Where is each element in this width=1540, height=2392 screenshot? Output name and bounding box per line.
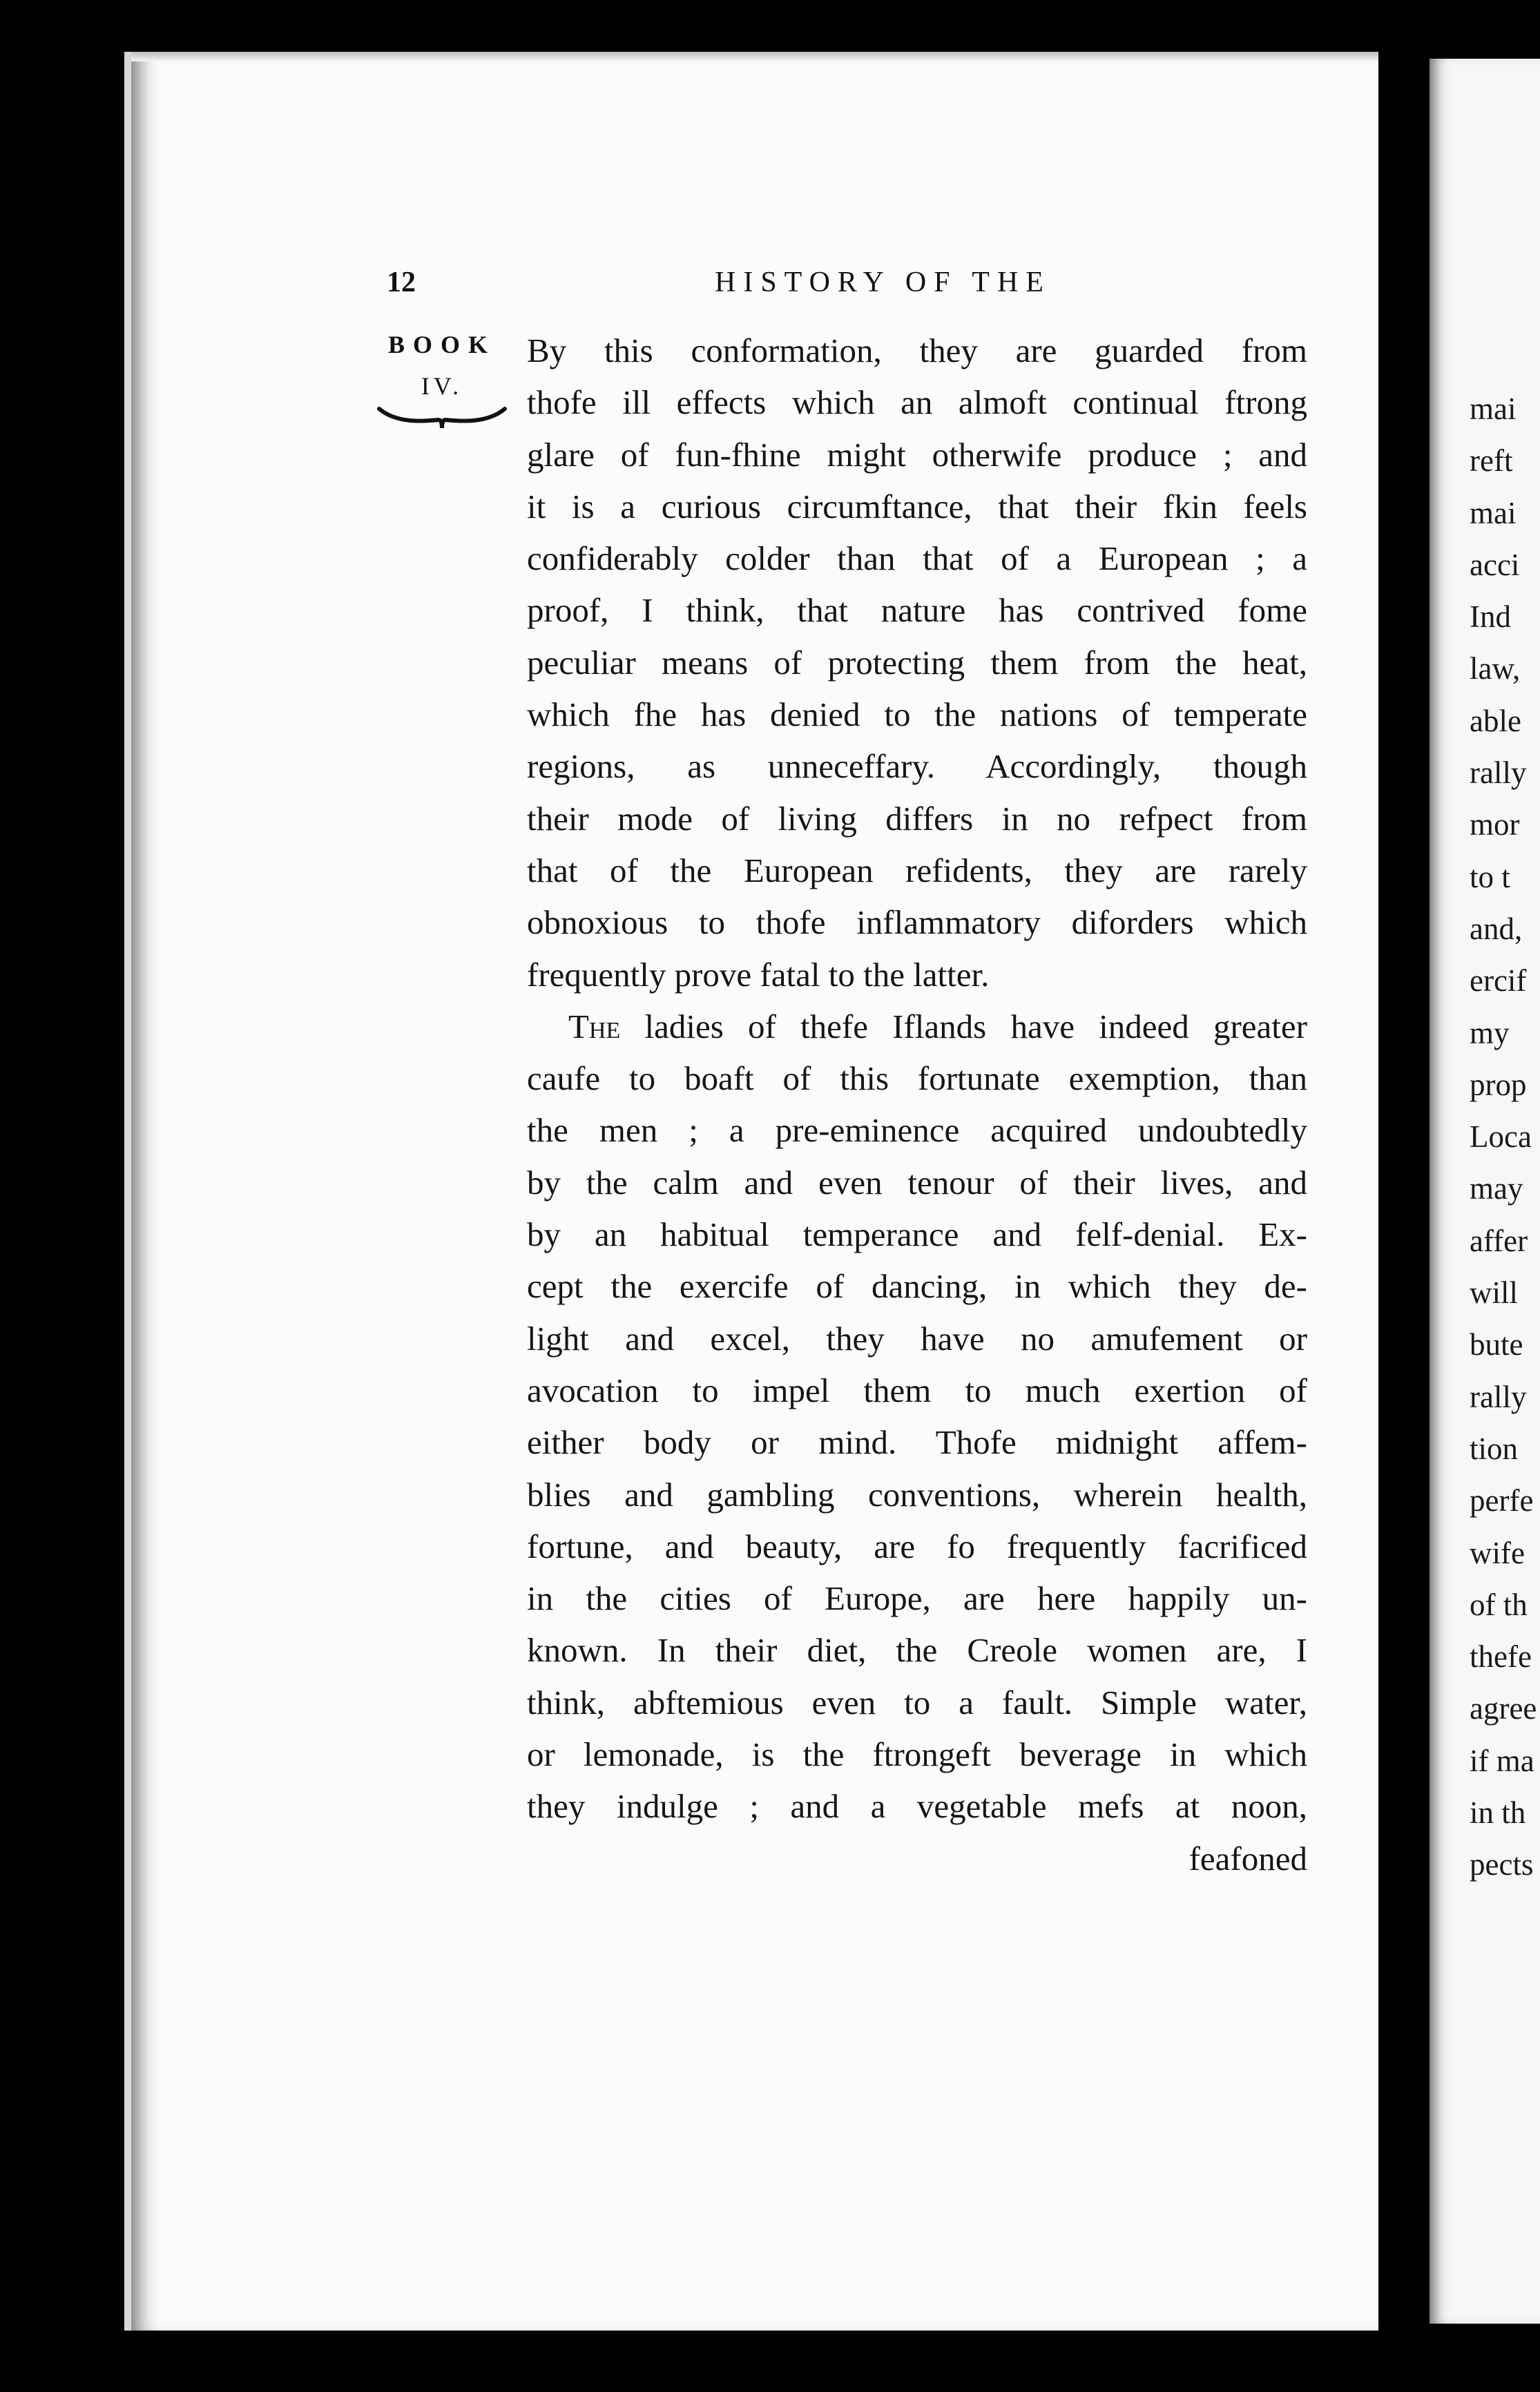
facing-text-fragment: may xyxy=(1470,1171,1523,1206)
text-line: regions, as unneceffary. Accordingly, though xyxy=(527,747,1307,786)
running-head xyxy=(387,266,1326,307)
text-line: avocation to impel them to much exertion of xyxy=(527,1371,1307,1409)
text-line: the men ; a pre-eminence acquired undoubtedly xyxy=(527,1111,1307,1150)
text-line: by the calm and even tenour of their lives, and xyxy=(527,1163,1307,1202)
curly-brace-icon xyxy=(376,403,508,431)
text-line: known. In their diet, the Creole women are, I xyxy=(527,1631,1307,1670)
facing-text-fragment: thefe xyxy=(1470,1639,1532,1675)
text-line: cept the exercife of dancing, in which they de- xyxy=(527,1267,1307,1306)
text-line: by an habitual temperance and felf-denial. Ex- xyxy=(527,1215,1307,1254)
facing-text-fragment: mai xyxy=(1470,392,1517,426)
text-line: or lemonade, is the ftrongeft beverage in which xyxy=(527,1735,1307,1774)
text-line: their mode of living differs in no refpect from xyxy=(527,799,1307,838)
text-line xyxy=(527,1001,1307,1052)
text-line: thofe ill effects which an almoft continual ftrong xyxy=(527,383,1307,422)
facing-text-fragment: Ind xyxy=(1470,599,1511,635)
facing-text-fragment: able xyxy=(1470,703,1521,738)
facing-text-fragment: rally xyxy=(1470,755,1527,791)
text-line: By this conformation, they are guarded from xyxy=(527,331,1307,369)
text-line: fortune, and beauty, are fo frequently facrificed xyxy=(527,1527,1307,1565)
text-line: glare of fun-fhine might otherwife produce ; and xyxy=(527,435,1307,474)
book-margin-note xyxy=(373,330,511,431)
facing-text-fragment: acci xyxy=(1470,547,1520,582)
text-line: caufe to boaft of this fortunate exemption, than xyxy=(527,1059,1307,1098)
text-line: think, abftemious even to a fault. Simple water, xyxy=(527,1683,1307,1721)
facing-text-fragment: mor xyxy=(1470,807,1520,842)
facing-text-fragment: and, xyxy=(1470,911,1523,946)
text-line: frequently prove fatal to the latter. xyxy=(527,955,990,994)
facing-text-fragment: rally xyxy=(1470,1379,1527,1414)
facing-text-fragment: of th xyxy=(1470,1587,1528,1622)
book-gutter xyxy=(1378,52,1430,2337)
facing-page-text xyxy=(1470,383,1537,1891)
facing-text-fragment: bute xyxy=(1470,1327,1523,1362)
paragraph-first-line-rest: ladies of thefe Iflands have indeed greater xyxy=(620,1007,1307,1045)
page-number: 12 xyxy=(387,267,416,298)
text-line: either body or mind. Thofe midnight affem- xyxy=(527,1423,1307,1462)
facing-text-fragment: perfe xyxy=(1470,1483,1534,1518)
text-line: they indulge ; and a vegetable mefs at noon, xyxy=(527,1787,1307,1826)
facing-text-fragment: prop xyxy=(1470,1067,1527,1102)
text-line: proof, I think, that nature has contrived fome xyxy=(527,591,1307,630)
facing-text-fragment: will xyxy=(1470,1275,1519,1311)
book-label: BOOK xyxy=(387,331,497,358)
page-edge xyxy=(131,52,1402,61)
facing-text-fragment: my xyxy=(1470,1015,1510,1050)
text-line: it is a curious circumftance, that their fkin feels xyxy=(527,487,1307,525)
facing-text-fragment: ercif xyxy=(1470,963,1527,999)
text-line: blies and gambling conventions, wherein health, xyxy=(527,1475,1307,1514)
catchword: feafoned xyxy=(1188,1839,1307,1878)
facing-text-fragment: to t xyxy=(1470,859,1510,894)
book-number: IV. xyxy=(421,372,463,400)
facing-text-fragment: law, xyxy=(1470,651,1521,686)
facing-text-fragment: if ma xyxy=(1470,1743,1534,1778)
facing-text-fragment: agree xyxy=(1470,1691,1537,1726)
body-text xyxy=(527,325,1307,1884)
text-line: in the cities of Europe, are here happily un- xyxy=(527,1579,1307,1618)
paragraph-lead-word: The xyxy=(568,1007,621,1045)
facing-text-fragment: tion xyxy=(1470,1431,1519,1466)
text-line: obnoxious to thofe inflammatory diforders which xyxy=(527,903,1307,942)
facing-text-fragment: in th xyxy=(1470,1795,1526,1831)
facing-text-fragment: affer xyxy=(1470,1223,1528,1258)
facing-text-fragment: wife xyxy=(1470,1535,1525,1570)
text-line: light and excel, they have no amufement or xyxy=(527,1319,1307,1358)
facing-text-fragment: mai xyxy=(1470,495,1517,530)
text-line: peculiar means of protecting them from the heat, xyxy=(527,643,1307,682)
running-title: HISTORY OF THE xyxy=(715,267,1051,298)
facing-text-fragment: reft xyxy=(1470,443,1513,479)
text-line: which fhe has denied to the nations of temperate xyxy=(527,695,1307,734)
facing-text-fragment: pects xyxy=(1470,1847,1534,1882)
text-line: confiderably colder than that of a European ; a xyxy=(527,539,1307,578)
facing-text-fragment: Loca xyxy=(1470,1119,1532,1155)
text-line: that of the European refidents, they are rarely xyxy=(527,851,1307,889)
facing-page-cropped xyxy=(1430,59,1540,2324)
